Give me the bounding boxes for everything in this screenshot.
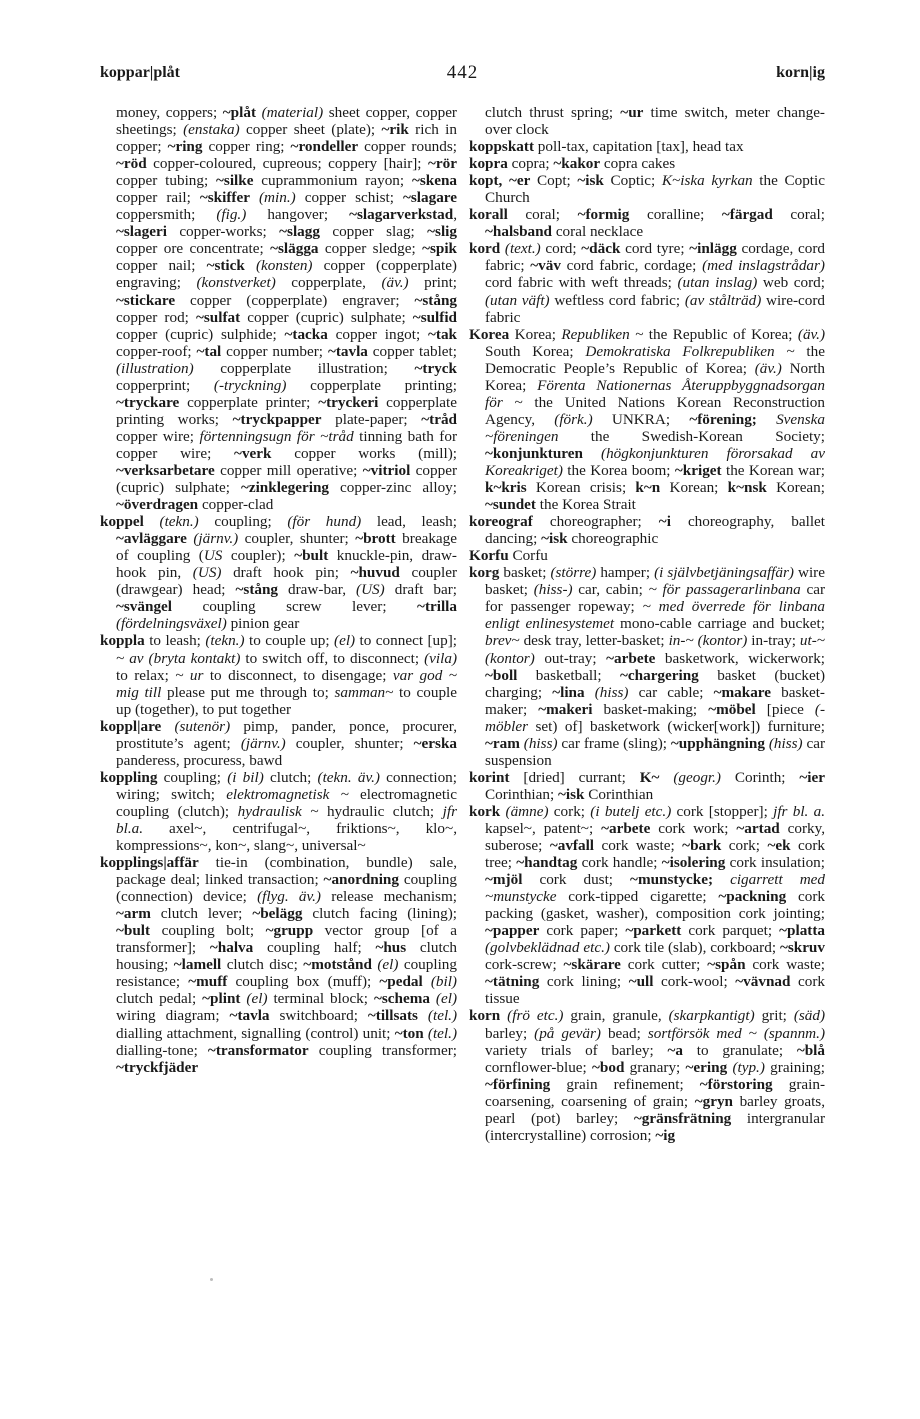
dictionary-entry: kopt, ~er Copt; ~isk Coptic; K~iska kyrkan the Coptic Church <box>469 172 825 207</box>
dictionary-entry: koppla to leash; (tekn.) to couple up; (el) to connect [up]; ~ av (bryta kontakt) to switch off, to disconnect; (vila) to relax; ~ ur to disconnect, to disengage; var god ~ mig till please put me through to; samman~ to couple up (together), to put together <box>100 632 458 718</box>
dictionary-entry: kork (ämne) cork; (i butelj etc.) cork [stopper]; jfr bl. a. kapsel~, patent~; ~arbete cork work; ~artad corky, suberose; ~avfall cork waste; ~bark cork; ~ek cork tree; ~handtag cork handle; ~isolering cork insulation; ~mjöl cork dust; ~munstycke; cigarrett med ~munstycke cork-tipped cigarette; ~packning cork packing (gasket, washer), composition cork jointing; ~papper cork paper; ~parkett cork parquet; ~platta (golvbeklädnad etc.) cork tile (slab), corkboard; ~skruv cork-screw; ~skärare cork cutter; ~spån cork waste; ~tätning cork lining; ~ull cork-wool; ~vävnad cork tissue <box>469 802 826 1008</box>
right-column <box>469 104 825 1144</box>
page-header <box>100 62 825 86</box>
dictionary-entry: koppskatt poll-tax, capitation [tax], head tax <box>469 138 744 156</box>
print-speck <box>210 1278 213 1281</box>
dictionary-entry: koppling coupling; (i bil) clutch; (tekn. äv.) connection; wiring; switch; elektromagnetisk ~ electromagnetic coupling (clutch); hydraulisk ~ hydraulic clutch; jfr bl.a. axel~, centrifugal~, friktions~, klo~, kompressions~, kon~, slang~, universal~ <box>100 768 458 855</box>
dictionary-entry: korint [dried] currant; K~ (geogr.) Corinth; ~ier Corinthian; ~isk Corinthian <box>469 768 826 803</box>
dictionary-entry: kopra copra; ~kakor copra cakes <box>469 155 676 173</box>
dictionary-entry: korn (frö etc.) grain, granule, (skarpkantigt) grit; (säd) barley; (på gevär) bead; sortförsök med ~ (spannm.) variety trials of barley; ~a to granulate; ~blå cornflower-blue; ~bod granary; ~ering (typ.) graining; ~förfining grain refinement; ~förstoring grain-coarsening, coarsening of grain; ~gryn barley groats, pearl (pot) barley; ~gränsfrätning intergranular (intercrystalline) corrosion; ~ig <box>469 1007 826 1144</box>
left-running-headword: koppar|plåt <box>100 64 180 81</box>
dictionary-entry: koppl|are (sutenör) pimp, pander, ponce, procurer, prostitute’s agent; (järnv.) coupler, shunter; ~erska panderess, procuress, bawd <box>100 717 457 769</box>
dictionary-entry: kord (text.) cord; ~däck cord tyre; ~inlägg cordage, cord fabric; ~väv cord fabric, cordage; (med inslagstrådar) cord fabric with weft threads; (utan inslag) web cord; (utan väft) weftless cord fabric; (av stålträd) wire-cord fabric <box>469 240 826 326</box>
dictionary-entry: Korfu Corfu <box>469 547 548 565</box>
dictionary-entry: koreograf choreographer; ~i choreography, ballet dancing; ~isk choreographic <box>469 513 825 548</box>
dictionary-entry: koppel (tekn.) coupling; (för hund) lead, leash; ~avläggare (järnv.) coupler, shunter; ~brott breakage of coupling (US coupler); ~bult knuckle-pin, draw-hook pin, (US) draft hook pin; ~huvud coupler (drawgear) head; ~stång draw-bar, (US) draft bar; ~svängel coupling screw lever; ~trilla (fördelningsväxel) pinion gear <box>100 513 458 633</box>
dictionary-entry: Korea Korea; Republiken ~ the Republic of Korea; (äv.) South Korea; Demokratiska Folkrepubliken ~ the Democratic People’s Republic of Korea; (äv.) North Korea; Förenta Nationernas Återuppbyggnadsorgan för ~ the United Nations Korean Reconstruction Agency, (förk.) UNKRA; ~förening; Svenska ~föreningen the Swedish-Korean Society; ~konjunkturen (högkonjunkturen förorsakad av Koreakriget) the Korea boom; ~kriget the Korean war; k~kris Korean crisis; k~n Korean; k~nsk Korean; ~sundet the Korea Strait <box>469 325 826 514</box>
dictionary-entry: korg basket; (större) hamper; (i självbetjäningsaffär) wire basket; (hiss-) car, cabin; ~ för passagerarlinbana car for passenger ropeway; ~ med överrede för linbana enligt enlinesystemet mono-cable carriage and bucket; brev~ desk tray, letter-basket; in-~ (kontor) in-tray; ut-~ (kontor) out-tray; ~arbete basketwork, wickerwork; ~boll basketball; ~chargering basket (bucket) charging; ~lina (hiss) car cable; ~makare basket-maker; ~makeri basket-making; ~möbel [piece (-möbler set) of] basketwork (wicker[work]) furniture; ~ram (hiss) car frame (sling); ~upphängning (hiss) car suspension <box>469 564 826 769</box>
dictionary-entry: clutch thrust spring; ~ur time switch, meter change-over clock <box>485 104 825 139</box>
right-running-headword: korn|ig <box>776 64 825 81</box>
left-column <box>100 104 457 1076</box>
dictionary-entry: money, coppers; ~plåt (material) sheet copper, copper sheetings; (enstaka) copper sheet (plate); ~rik rich in copper; ~ring copper ring; ~rondeller copper rounds; ~röd copper-coloured, cupreous; coppery [hair]; ~rör copper tubing; ~silke cuprammonium rayon; ~skena copper rail; ~skiffer (min.) copper schist; ~slagare coppersmith; (fig.) hangover; ~slagarverkstad, ~slageri copper-works; ~slagg copper slag; ~slig copper ore concentrate; ~slägga copper sledge; ~spik copper nail; ~stick (konsten) copper (copperplate) engraving; (konstverket) copperplate, (äv.) print; ~stickare copper (copperplate) engraver; ~stång copper rod; ~sulfat copper (cupric) sulphate; ~sulfid copper (cupric) sulphide; ~tacka copper ingot; ~tak copper-roof; ~tal copper number; ~tavla copper tablet; (illustration) copperplate illustration; ~tryck copperprint; (-tryckning) copperplate printing; ~tryckare copperplate printer; ~tryckeri copperplate printing works; ~tryckpapper plate-paper; ~tråd copper wire; förtenningsugn för ~tråd tinning bath for copper wire; ~verk copper works (mill); ~verksarbetare copper mill operative; ~vitriol copper (cupric) sulphate; ~zinklegering copper-zinc alloy; ~överdragen copper-clad <box>116 104 458 514</box>
dictionary-entry: kopplings|affär tie-in (combination, bundle) sale, package deal; linked transaction; ~anordning coupling (connection) device; (flyg. äv.) release mechanism; ~arm clutch lever; ~belägg clutch facing (lining); ~bult coupling bolt; ~grupp vector group [of a transformer]; ~halva coupling half; ~hus clutch housing; ~lamell clutch disc; ~motstånd (el) coupling resistance; ~muff coupling box (muff); ~pedal (bil) clutch pedal; ~plint (el) terminal block; ~schema (el) wiring diagram; ~tavla switchboard; ~tillsats (tel.) dialling attachment, signalling (control) unit; ~ton (tel.) dialling-tone; ~transformator coupling transformer; ~tryckfjäder <box>100 854 458 1076</box>
dictionary-entry: korall coral; ~formig coralline; ~färgad coral; ~halsband coral necklace <box>469 206 825 241</box>
page-number: 442 <box>446 62 479 83</box>
